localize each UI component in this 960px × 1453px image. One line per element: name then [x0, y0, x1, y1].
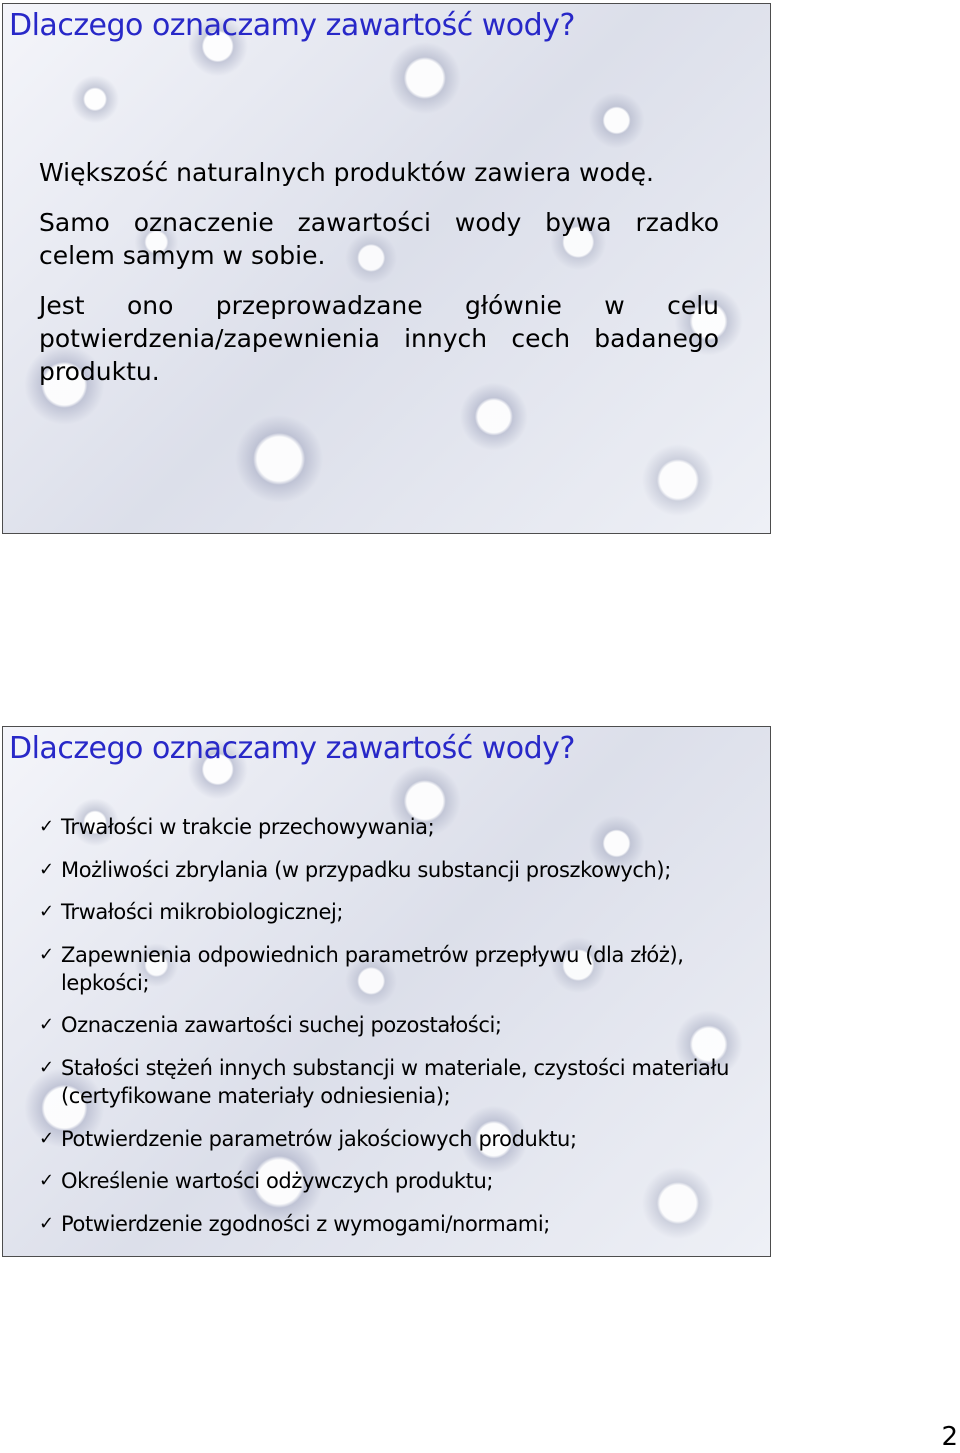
check-icon: ✓ [39, 901, 54, 923]
bullet-list [39, 813, 759, 1252]
list-item [39, 1054, 759, 1110]
check-icon: ✓ [39, 1170, 54, 1192]
check-icon: ✓ [39, 1212, 54, 1234]
check-icon: ✓ [39, 858, 54, 880]
paragraph: Jest ono przeprowadzane głównie w celu potwierdzenia/zapewnienia innych cech badanego produktu. [39, 291, 719, 386]
slide-2 [2, 726, 771, 1257]
list-item-text: Określenie wartości odżywczych produktu; [61, 1169, 494, 1194]
paragraph: Większość naturalnych produktów zawiera wodę. [39, 158, 654, 187]
list-item [39, 898, 759, 926]
check-icon: ✓ [39, 1014, 54, 1036]
list-item-text: Oznaczenia zawartości suchej pozostałości; [61, 1013, 502, 1038]
slide-title: Dlaczego oznaczamy zawartość wody? [9, 8, 575, 43]
check-icon: ✓ [39, 1127, 54, 1149]
check-icon: ✓ [39, 943, 54, 965]
list-item [39, 1125, 759, 1153]
list-item-text: Zapewnienia odpowiednich parametrów przepływu (dla złóż), lepkości; [61, 942, 684, 995]
list-item [39, 941, 759, 997]
list-item-text: Możliwości zbrylania (w przypadku substancji proszkowych); [61, 857, 671, 882]
slide-body [39, 156, 719, 405]
slide-1 [2, 3, 771, 534]
check-icon: ✓ [39, 1056, 54, 1078]
list-item-text: Potwierdzenie zgodności z wymogami/normami; [61, 1211, 550, 1236]
list-item-text: Trwałości mikrobiologicznej; [61, 900, 344, 925]
list-item [39, 1167, 759, 1195]
check-icon: ✓ [39, 816, 54, 837]
list-item-text: Trwałości w trakcie przechowywania; [61, 815, 435, 839]
paragraph: Samo oznaczenie zawartości wody bywa rzadko celem samym w sobie. [39, 208, 719, 270]
list-item [39, 856, 759, 884]
list-item [39, 1210, 759, 1238]
list-item-text: Potwierdzenie parametrów jakościowych produktu; [61, 1126, 577, 1151]
page-number: 2 [941, 1422, 958, 1452]
list-item [39, 1011, 759, 1039]
slide-title: Dlaczego oznaczamy zawartość wody? [9, 731, 575, 766]
list-item [39, 813, 759, 841]
list-item-text: Stałości stężeń innych substancji w materiale, czystości materiału (certyfikowane materiały odniesienia); [61, 1055, 729, 1108]
